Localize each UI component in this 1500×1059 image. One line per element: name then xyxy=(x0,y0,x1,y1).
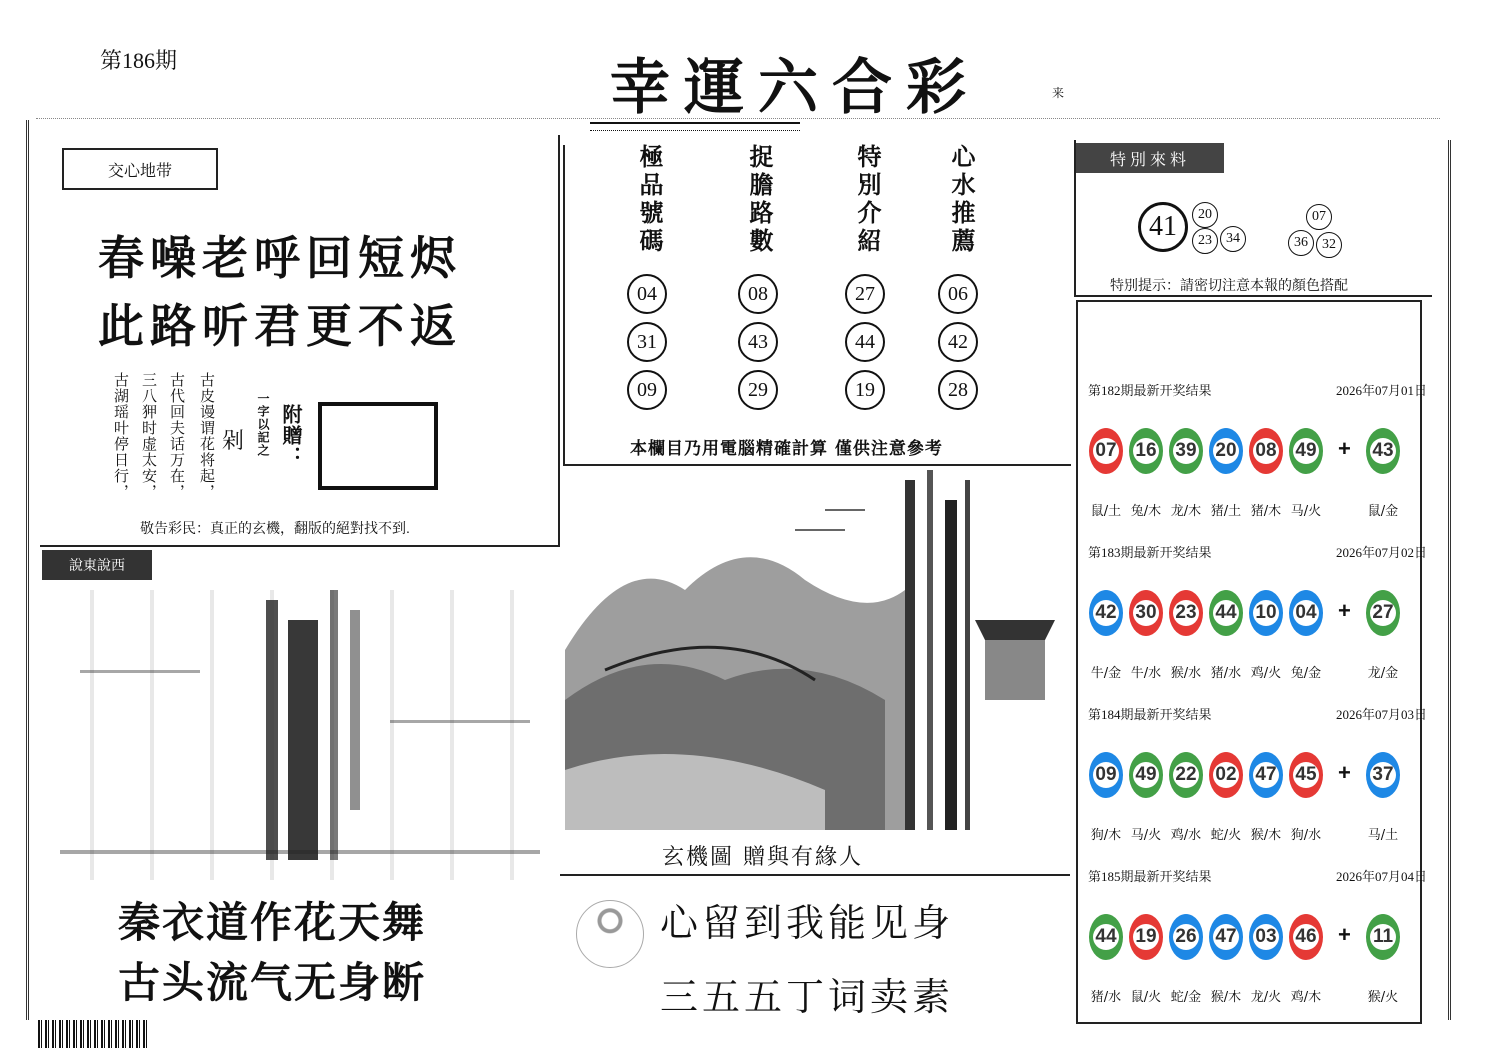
zodiac-label: 牛/水 xyxy=(1130,666,1162,681)
verse-column: 古皮谩谓花将起， xyxy=(198,372,216,500)
plus-sign: + xyxy=(1338,922,1351,947)
faded-text-image xyxy=(60,590,540,880)
number-circle: 43 xyxy=(738,322,778,362)
zodiac-label: 兔/金 xyxy=(1290,666,1322,681)
divider xyxy=(563,464,1071,466)
ball-number: 27 xyxy=(1370,600,1396,626)
ball-number: 39 xyxy=(1173,438,1199,464)
ball-number: 47 xyxy=(1213,924,1239,950)
number-circle: 06 xyxy=(938,274,978,314)
zodiac-label: 蛇/火 xyxy=(1210,828,1242,843)
plus-sign: + xyxy=(1338,436,1351,461)
result-date: 2026年07月04日 xyxy=(1336,869,1428,884)
zodiac-label: 马/火 xyxy=(1290,504,1322,519)
hint-note: 一字以記之 xyxy=(256,392,270,457)
attach-label: 附贈： xyxy=(279,404,303,467)
zodiac-label: 猴/木 xyxy=(1250,828,1282,843)
poem-line-6: 三五五丁词卖素 xyxy=(660,975,955,1019)
ball-number: 44 xyxy=(1093,924,1119,950)
lottery-ball xyxy=(1209,428,1243,474)
verse-column: 三八狎时虚太安， xyxy=(140,372,158,500)
zodiac-label: 狗/木 xyxy=(1090,828,1122,843)
ball-number: 02 xyxy=(1213,762,1239,788)
lottery-ball xyxy=(1289,590,1323,636)
lottery-ball xyxy=(1169,752,1203,798)
plus-sign: + xyxy=(1338,598,1351,623)
ball-number: 07 xyxy=(1093,438,1119,464)
small-number: 32 xyxy=(1316,232,1342,258)
lottery-ball xyxy=(1289,752,1323,798)
zodiac-label: 猪/水 xyxy=(1090,990,1122,1005)
lottery-ball xyxy=(1366,914,1400,960)
lottery-ball xyxy=(1089,428,1123,474)
lottery-ball xyxy=(1129,590,1163,636)
result-title: 第182期最新开奖结果 xyxy=(1088,383,1212,398)
zodiac-label: 马/土 xyxy=(1367,828,1399,843)
attached-gift-box xyxy=(318,402,438,490)
zodiac-label: 牛/金 xyxy=(1090,666,1122,681)
ball-number: 19 xyxy=(1133,924,1159,950)
verse-column: 古湖瑶叶停日行， xyxy=(112,372,130,500)
ball-number: 46 xyxy=(1293,924,1319,950)
lottery-ball xyxy=(1249,590,1283,636)
result-title: 第183期最新开奖结果 xyxy=(1088,545,1212,560)
number-circle: 29 xyxy=(738,370,778,410)
number-circle: 42 xyxy=(938,322,978,362)
painting-caption: 玄機圖 贈與有緣人 xyxy=(662,845,863,870)
zodiac-label: 龙/金 xyxy=(1367,666,1399,681)
lottery-ball xyxy=(1289,428,1323,474)
result-date: 2026年07月01日 xyxy=(1336,383,1428,398)
calculation-note: 本欄目乃用電腦精確計算 僅供注意參考 xyxy=(630,439,943,459)
lottery-ball xyxy=(1169,914,1203,960)
landscape-drawing xyxy=(565,470,1065,830)
zodiac-label: 猴/木 xyxy=(1210,990,1242,1005)
lottery-ball xyxy=(1249,752,1283,798)
issue-number: 第186期 xyxy=(100,48,178,73)
ball-number: 23 xyxy=(1173,600,1199,626)
ball-number: 26 xyxy=(1173,924,1199,950)
section-label: 特別來料 xyxy=(1076,143,1224,173)
lottery-ball xyxy=(1129,428,1163,474)
lottery-ball xyxy=(1169,590,1203,636)
ball-number: 49 xyxy=(1133,762,1159,788)
ball-number: 03 xyxy=(1253,924,1279,950)
ball-number: 37 xyxy=(1370,762,1396,788)
number-circle: 44 xyxy=(845,322,885,362)
ball-number: 16 xyxy=(1133,438,1159,464)
ball-number: 45 xyxy=(1293,762,1319,788)
column-title: 捉膽路數 xyxy=(745,144,774,256)
result-date: 2026年07月02日 xyxy=(1336,545,1428,560)
zodiac-label: 鼠/土 xyxy=(1090,504,1122,519)
section-banner: 交心地带 xyxy=(62,148,218,190)
ball-number: 44 xyxy=(1213,600,1239,626)
ball-number: 04 xyxy=(1293,600,1319,626)
zodiac-label: 龙/火 xyxy=(1250,990,1282,1005)
lottery-ball xyxy=(1209,752,1243,798)
right-vine-border xyxy=(1438,140,1451,1020)
column-title: 心水推薦 xyxy=(947,144,976,256)
ball-number: 42 xyxy=(1093,600,1119,626)
ball-number: 11 xyxy=(1370,924,1396,950)
zodiac-label: 蛇/金 xyxy=(1170,990,1202,1005)
lottery-ball xyxy=(1129,752,1163,798)
divider xyxy=(560,874,1070,876)
small-number: 34 xyxy=(1220,226,1246,252)
landscape-painting xyxy=(565,470,1065,830)
poem-line-5: 心留到我能见身 xyxy=(660,901,955,945)
zodiac-label: 鸡/水 xyxy=(1170,828,1202,843)
column-title: 特別介紹 xyxy=(853,144,882,256)
lottery-ball xyxy=(1366,428,1400,474)
small-number: 07 xyxy=(1306,204,1332,230)
ball-number: 20 xyxy=(1213,438,1239,464)
zodiac-label: 鼠/火 xyxy=(1130,990,1162,1005)
poem-line-4: 古头流气无身断 xyxy=(118,958,427,1007)
lottery-ball xyxy=(1209,914,1243,960)
number-circle: 28 xyxy=(938,370,978,410)
ball-number: 09 xyxy=(1093,762,1119,788)
ball-number: 49 xyxy=(1293,438,1319,464)
result-date: 2026年07月03日 xyxy=(1336,707,1428,722)
lottery-ball xyxy=(1289,914,1323,960)
number-circle: 08 xyxy=(738,274,778,314)
small-number: 36 xyxy=(1288,230,1314,256)
title-fragment: 来 xyxy=(1052,86,1065,100)
section-label: 說東說西 xyxy=(42,550,152,580)
lottery-ball xyxy=(1249,914,1283,960)
lottery-ball xyxy=(1169,428,1203,474)
zodiac-label: 狗/水 xyxy=(1290,828,1322,843)
lottery-ball xyxy=(1366,590,1400,636)
lottery-ball xyxy=(1089,590,1123,636)
zodiac-label: 鸡/木 xyxy=(1290,990,1322,1005)
small-number: 20 xyxy=(1192,202,1218,228)
zodiac-label: 猪/木 xyxy=(1250,504,1282,519)
zodiac-label: 鸡/火 xyxy=(1250,666,1282,681)
hint-character: 剁 xyxy=(222,429,245,454)
warning-text: 敬告彩民：真正的玄機，翻版的絕對找不到. xyxy=(140,520,410,536)
lottery-ball xyxy=(1366,752,1400,798)
number-circle: 27 xyxy=(845,274,885,314)
zodiac-label: 鼠/金 xyxy=(1367,504,1399,519)
number-circle: 09 xyxy=(627,370,667,410)
ball-number: 30 xyxy=(1133,600,1159,626)
ball-number: 10 xyxy=(1253,600,1279,626)
number-circle: 04 xyxy=(627,274,667,314)
top-border xyxy=(36,118,1440,119)
zodiac-label: 兔/木 xyxy=(1130,504,1162,519)
lottery-ball xyxy=(1089,914,1123,960)
lottery-ball xyxy=(1129,914,1163,960)
number-circle: 19 xyxy=(845,370,885,410)
special-tip: 特別提示：請密切注意本報的顏色搭配 xyxy=(1110,277,1348,293)
zodiac-label: 猪/土 xyxy=(1210,504,1242,519)
yin-yang-icon xyxy=(576,900,644,968)
barcode xyxy=(38,1020,148,1048)
zodiac-label: 猴/水 xyxy=(1170,666,1202,681)
small-number: 23 xyxy=(1192,228,1218,254)
zodiac-label: 猴/火 xyxy=(1367,990,1399,1005)
poem-line-3: 秦衣道作花天舞 xyxy=(118,898,427,947)
ball-number: 22 xyxy=(1173,762,1199,788)
lottery-ball xyxy=(1089,752,1123,798)
plus-sign: + xyxy=(1338,760,1351,785)
lottery-ball xyxy=(1249,428,1283,474)
zodiac-label: 猪/水 xyxy=(1210,666,1242,681)
ball-number: 43 xyxy=(1370,438,1396,464)
number-circle: 31 xyxy=(627,322,667,362)
zodiac-label: 马/火 xyxy=(1130,828,1162,843)
page-title: 幸運六合彩 xyxy=(610,53,980,123)
result-title: 第184期最新开奖结果 xyxy=(1088,707,1212,722)
verse-column: 古代回夫话万在， xyxy=(168,372,186,500)
poem-line-1: 春噪老呼回短烬 xyxy=(98,231,462,285)
main-number: 41 xyxy=(1138,202,1188,252)
ball-number: 47 xyxy=(1253,762,1279,788)
column-title: 極品號碼 xyxy=(635,144,664,256)
title-ornament xyxy=(590,122,800,131)
ball-number: 08 xyxy=(1253,438,1279,464)
poem-line-2: 此路听君更不返 xyxy=(98,299,462,353)
lottery-ball xyxy=(1209,590,1243,636)
result-title: 第185期最新开奖结果 xyxy=(1088,869,1212,884)
zodiac-label: 龙/木 xyxy=(1170,504,1202,519)
